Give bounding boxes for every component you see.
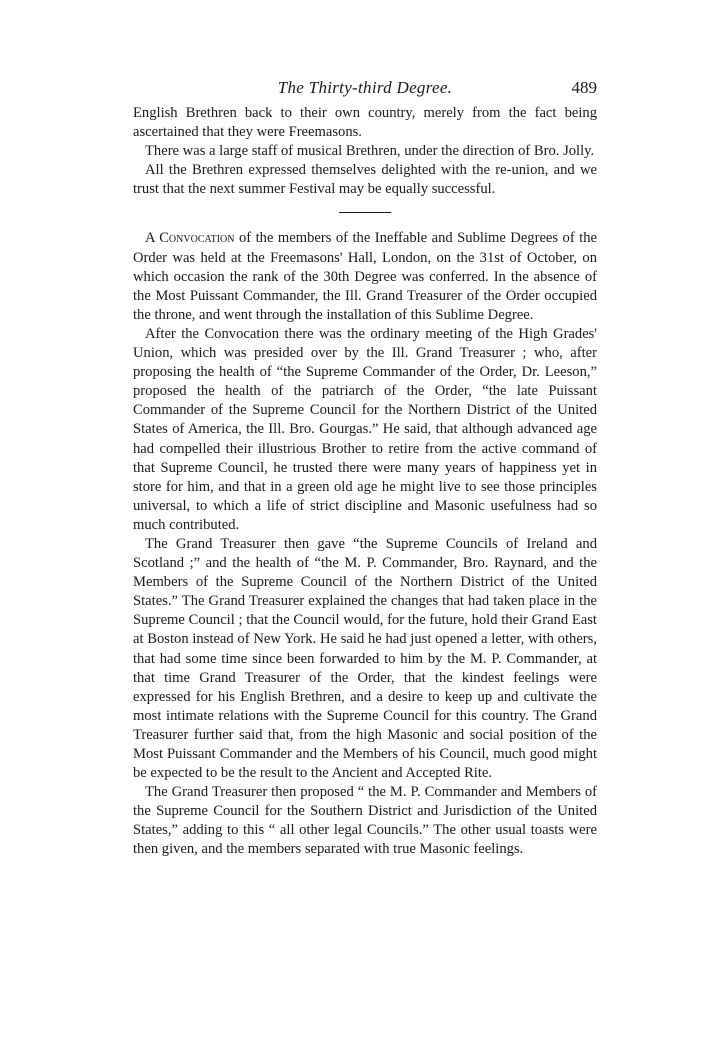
paragraph-text: of the members of the Ineffable and Sublime Degrees of the Order was held at the Freemasons' Hall, London, on the 31st of October, on which occasion the rank of the 30th Degree was conferred. In the absence of the Most Puissant Commander, the Ill. Grand Treasurer of the Order occupied the throne, and went through the installation of this Sublime Degree. [133,230,598,323]
page-number: 489 [571,78,597,97]
section-convocation [133,229,597,859]
section-festival [133,104,597,199]
paragraph: The Grand Treasurer then proposed “ the M. P. Commander and Members of the Supreme Council for the Southern District and Jurisdiction of the United States,” adding to this “ all other legal Councils.” The other usual toasts were then given, and the members separated with true Masonic feelings. [133,784,597,858]
paragraph: All the Brethren expressed themselves delighted with the re-union, and we trust that the next summer Festival may be equally successful. [133,162,597,198]
book-page [133,78,597,860]
paragraph: After the Convocation there was the ordinary meeting of the High Grades' Union, which was presided over by the Ill. Grand Treasurer ; who, after proposing the health of “the Supreme Commander of the Order, Dr. Leeson,” proposed the health of the patriarch of the Order, “the late Puissant Commander of the Supreme Council for the Northern District of the United States of America, the Ill. Bro. Gourgas.” He said, that although advanced age had compelled their illustrious Brother to retire from the active command of that Supreme Council, he trusted there were many years of happiness yet in store for him, and that in a green old age he might live to see those principles universal, to which a life of strict discipline and Masonic usefulness had so much contributed. [133,325,597,533]
running-title: The Thirty-third Degree. [277,78,453,97]
paragraph: English Brethren back to their own country, merely from the fact being ascertained that they were Freemasons. [133,105,597,141]
running-head [133,78,597,104]
lead-word: A Convocation [145,230,235,247]
section-divider [339,212,391,213]
paragraph [133,229,597,324]
article-body [133,104,597,860]
paragraph: There was a large staff of musical Brethren, under the direction of Bro. Jolly. [145,143,595,160]
paragraph: The Grand Treasurer then gave “the Supreme Councils of Ireland and Scotland ;” and the health of “the M. P. Commander, Bro. Raynard, and the Members of the Supreme Council of the Northern District of the United States.” The Grand Treasurer explained the changes that had taken place in the Supreme Council ; that the Council would, for the future, hold their Grand East at Boston instead of New York. He said he had just opened a letter, with others, that had some time since been forwarded to him by the M. P. Commander, at that time Grand Treasurer of the Order, that the kindest feelings were expressed for his English Brethren, and a desire to keep up and cultivate the most intimate relations with the Supreme Council for this country. The Grand Treasurer further said that, from the high Masonic and social position of the Most Puissant Commander and the Members of his Council, much good might be expected to be the result to the Ancient and Accepted Rite. [133,535,597,782]
